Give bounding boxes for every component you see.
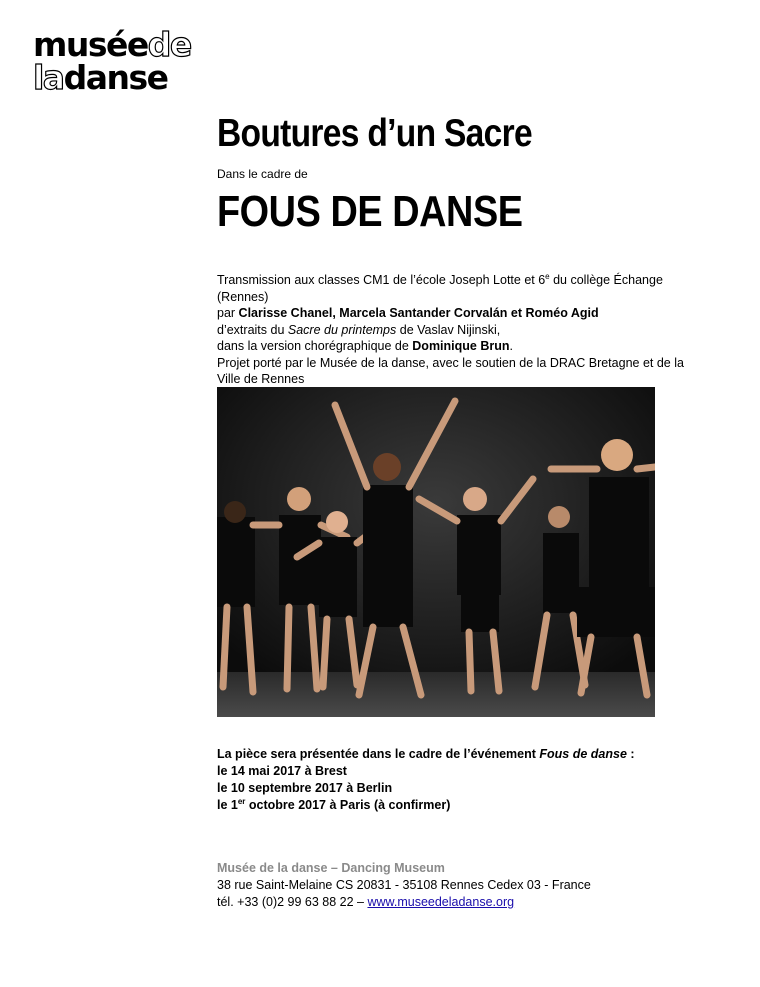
text: du collège Échange (Rennes) — [217, 273, 663, 304]
choreographers-names: Clarisse Chanel, Marcela Santander Corvalán et Roméo Agid — [238, 306, 599, 320]
superscript: er — [237, 797, 246, 806]
text: par — [217, 306, 239, 320]
text: La pièce sera présentée dans le cadre de l’événement — [217, 747, 540, 761]
logo-text-outline: de — [147, 25, 191, 64]
choreographer-name: Dominique Brun — [412, 339, 510, 353]
dancers-illustration — [217, 387, 655, 717]
text: Transmission aux classes CM1 de l’école Joseph Lotte et 6 — [217, 273, 546, 287]
page-subtitle: Dans le cadre de — [217, 167, 308, 181]
logo-text: musée — [33, 25, 148, 64]
text: dans la version chorégraphique de — [217, 339, 413, 353]
event-title: FOUS DE DANSE — [217, 187, 523, 236]
footer-address: 38 rue Saint-Melaine CS 20831 - 35108 Rennes Cedex 03 - France — [217, 878, 591, 892]
text: le 1 — [217, 798, 238, 812]
text: . — [509, 339, 513, 353]
footer-phone-line — [217, 894, 717, 911]
intro-line — [217, 322, 707, 339]
text: de Vaslav Nijinski, — [396, 322, 501, 337]
work-title: Sacre du printemps — [287, 322, 397, 337]
intro-line — [217, 338, 707, 355]
footer-org: Musée de la danse – Dancing Museum — [217, 861, 445, 875]
footer-contact — [217, 860, 717, 911]
superscript: e — [545, 272, 550, 281]
intro-line: Projet porté par le Musée de la danse, avec le soutien de la DRAC Bretagne et de la Ville de Rennes — [217, 355, 684, 386]
website-link[interactable]: www.museedeladanse.org — [367, 895, 515, 909]
dance-photo — [217, 387, 655, 717]
logo-text-outline: la — [33, 58, 64, 97]
event-date: le 14 mai 2017 à Brest — [217, 764, 347, 778]
event-date: le 10 septembre 2017 à Berlin — [217, 781, 393, 795]
text: d’extraits du — [217, 322, 288, 337]
events-intro — [217, 746, 717, 763]
museum-logo — [33, 25, 203, 97]
page-title: Boutures d’un Sacre — [217, 112, 532, 155]
phone-text: tél. +33 (0)2 99 63 88 22 – — [217, 895, 368, 909]
logo-line-1 — [33, 25, 203, 64]
events-section — [217, 746, 717, 814]
logo-line-2 — [33, 58, 203, 97]
logo-text: danse — [63, 58, 168, 97]
intro-paragraph — [217, 272, 707, 388]
intro-line — [217, 272, 707, 305]
event-name: Fous de danse — [539, 747, 627, 761]
text: octobre 2017 à Paris (à confirmer) — [245, 798, 451, 812]
event-date — [217, 797, 717, 814]
text: : — [626, 747, 635, 761]
intro-line — [217, 305, 707, 322]
